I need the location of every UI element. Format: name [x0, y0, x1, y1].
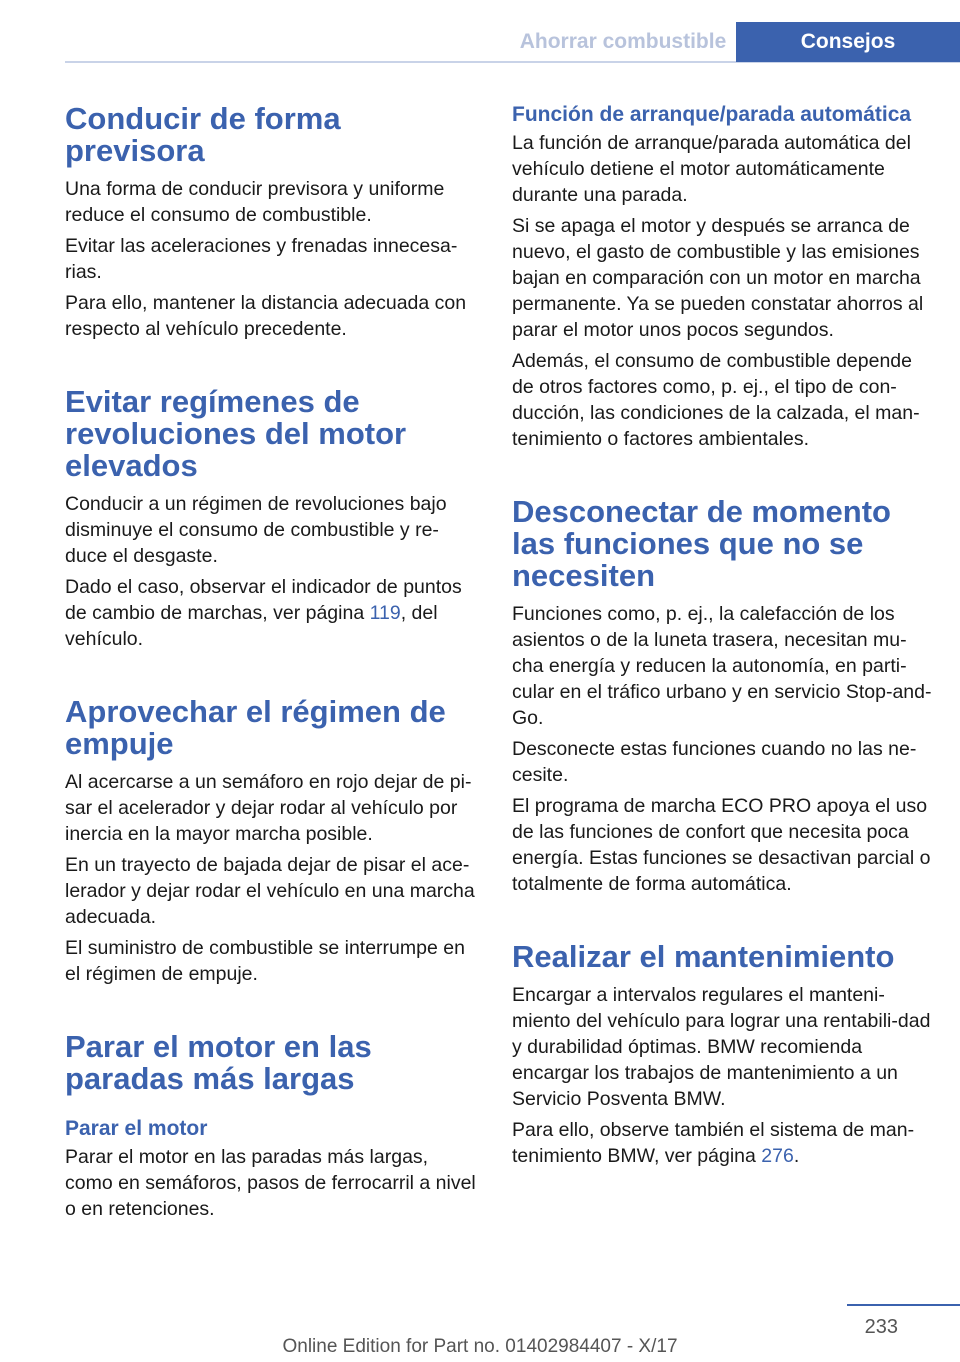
- paragraph: El programa de marcha ECO PRO apoya el uso de las funciones de confort que necesita poca energía. Estas funciones se desactivan parcial o totalmente de forma automática.: [512, 795, 931, 895]
- paragraph: Evitar las aceleraciones y frenadas innecesa‐rias.: [65, 235, 458, 283]
- paragraph: Conducir a un régimen de revoluciones bajo disminuye el consumo de combustible y re‐duce el desgaste.: [65, 493, 447, 567]
- subheading-arranque-parada: Función de arranque/parada automática: [512, 103, 912, 126]
- paragraph: La función de arranque/parada automática del vehículo detiene el motor automáticamente durante una parada.: [512, 132, 911, 206]
- right-column: [512, 103, 932, 1174]
- paragraph: Parar el motor en las paradas más largas, como en semáforos, pasos de ferrocarril a nivel o en retenciones.: [65, 1146, 476, 1220]
- heading-regimen-empuje: Aprovechar el régimen de empuje: [65, 694, 446, 761]
- text: Dado el caso, observar el indicador de puntos de cambio de marchas, ver página: [65, 576, 462, 624]
- heading-desconectar-funciones: Desconectar de momento las funciones que no se necesiten: [512, 494, 891, 593]
- header-chapter-tab: Consejos: [736, 22, 960, 62]
- subheading-parar-motor: Parar el motor: [65, 1117, 208, 1140]
- paragraph: Una forma de conducir previsora y uniforme reduce el consumo de combustible.: [65, 178, 445, 226]
- paragraph: En un trayecto de bajada dejar de pisar el ace‐lerador y dejar rodar el vehículo en una marcha adecuada.: [65, 854, 475, 928]
- heading-evitar-regimenes: Evitar regímenes de revoluciones del motor elevados: [65, 384, 407, 483]
- header-section-label: Ahorrar combustible: [519, 30, 727, 53]
- paragraph: Al acercarse a un semáforo en rojo dejar de pi‐sar el acelerador y dejar rodar al vehículo por inercia en la mayor marcha posible.: [65, 771, 472, 845]
- paragraph: Desconecte estas funciones cuando no las ne‐cesite.: [512, 738, 917, 786]
- paragraph-with-link: [512, 1117, 932, 1169]
- left-column: [65, 103, 480, 1227]
- paragraph: Para ello, mantener la distancia adecuada con respecto al vehículo precedente.: [65, 292, 467, 340]
- heading-parar-motor: Parar el motor en las paradas más largas: [65, 1029, 372, 1096]
- text: Para ello, observe también el sistema de man‐tenimiento BMW, ver página: [512, 1119, 915, 1167]
- paragraph: Funciones como, p. ej., la calefacción de los asientos o de la luneta trasera, necesitan mu‐cha energía y reducen la autonomía, en parti‐cular en el tráfico urbano y en servicio Stop-and-Go.: [512, 603, 932, 729]
- paragraph: Además, el consumo de combustible depende de otros factores como, p. ej., el tipo de con‐ducción, las condiciones de la calzada, el man‐tenimiento o factores ambientales.: [512, 350, 920, 450]
- heading-conducir-previsora: Conducir de forma previsora: [65, 101, 341, 168]
- page-number: 233: [864, 1316, 898, 1338]
- text: , del vehículo.: [65, 602, 438, 650]
- heading-mantenimiento: Realizar el mantenimiento: [512, 939, 895, 974]
- paragraph-with-link: [65, 574, 480, 652]
- edition-footer: Online Edition for Part no. 01402984407 - X/17: [282, 1336, 678, 1357]
- paragraph: Si se apaga el motor y después se arranca de nuevo, el gasto de combustible y las emisiones bajan en comparación con un motor en marcha permanente. Ya se pueden constatar ahorros al parar el motor unos pocos segundos.: [512, 215, 924, 341]
- paragraph: El suministro de combustible se interrumpe en el régimen de empuje.: [65, 937, 465, 985]
- page-link-119[interactable]: 119: [369, 602, 401, 624]
- text: .: [793, 1145, 800, 1167]
- page-number-rule: [847, 1304, 960, 1306]
- paragraph: Encargar a intervalos regulares el manteni‐miento del vehículo para lograr una rentabili‐dad y durabilidad óptimas. BMW recomienda encargar los trabajos de mantenimiento a un Servicio Posventa BMW.: [512, 984, 931, 1110]
- page-link-276[interactable]: 276: [761, 1145, 794, 1167]
